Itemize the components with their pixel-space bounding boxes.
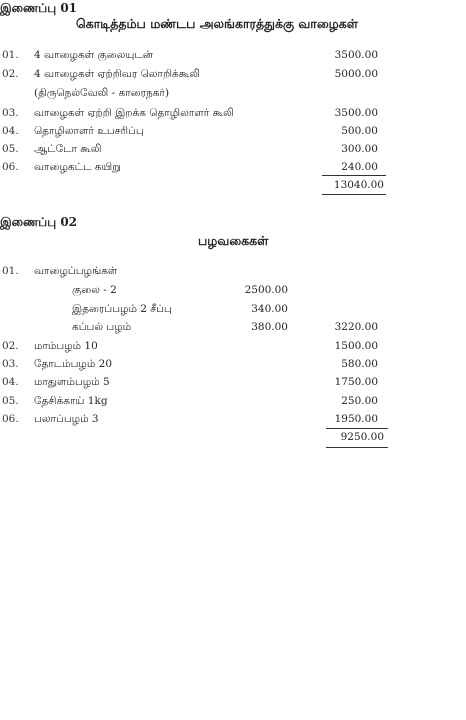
appendix2-item-desc: பலாப்பழம் 3 [34,413,99,425]
appendix2-item-desc: வாழைப்பழங்கள் [34,265,118,277]
appendix1-total: 13040.00 [333,179,384,191]
appendix1-item-desc: ஆட்டோ கூலி [34,143,102,155]
appendix1-item-desc: வாழைகட்ட கயிறு [34,161,121,173]
appendix1-item-amount: 500.00 [341,125,378,137]
appendix2-item-number: 06. [2,413,19,425]
appendix2-subitem-amount: 2500.00 [244,284,288,296]
appendix1-item-number: 03. [2,107,19,119]
appendix1-item-desc: வாழைகள் ஏற்றி இறக்க தொழிலாளர் கூலி [34,107,234,119]
appendix1-item-number: 02. [2,68,19,80]
appendix2-item-desc: மாதுளம்பழம் 5 [34,376,110,388]
appendix2-item-amount: 1750.00 [334,376,378,388]
appendix2-item-amount: 1950.00 [334,413,378,425]
appendix2-item-number: 01. [2,265,19,277]
appendix1-item-desc: 4 வாழைகள் ஏற்றிவர லொறிக்கூலி [34,68,200,80]
appendix2-item-amount: 3220.00 [334,321,378,333]
appendix2-subitem-amount: 340.00 [251,303,288,315]
appendix2-title: பழவகைகள் [198,233,269,248]
appendix2-total: 9250.00 [340,431,384,443]
appendix2-item-desc: தோடம்பழம் 20 [34,358,112,370]
appendix2-item-amount: 1500.00 [334,340,378,352]
appendix2-subitem-desc: குலை - 2 [72,284,117,296]
appendix1-item-number: 06. [2,161,19,173]
subtotal-rule [322,175,386,176]
total-rule [326,447,388,448]
appendix2-item-number: 03. [2,358,19,370]
appendix2-item-amount: 250.00 [341,395,378,407]
appendix2-item-number: 04. [2,376,19,388]
appendix2-subitem-amount: 380.00 [251,321,288,333]
appendix1-item-amount: 5000.00 [334,68,378,80]
appendix2-item-desc: மாம்பழம் 10 [34,340,98,352]
appendix2-item-number: 02. [2,340,19,352]
appendix1-item-desc-continued: (திருநெல்வேலி - காரைநகர்) [34,87,170,99]
appendix1-heading: இணைப்பு 01 [0,1,78,15]
appendix2-heading: இணைப்பு 02 [0,215,78,229]
appendix2-subitem-desc: கப்பல் பழம் [72,321,132,333]
appendix1-item-desc: 4 வாழைகள் குலையுடன் [34,49,153,61]
appendix1-item-number: 04. [2,125,19,137]
appendix2-item-number: 05. [2,395,19,407]
appendix1-item-number: 01. [2,49,19,61]
appendix1-item-desc: தொழிலாளர் உபசரிப்பு [34,125,144,137]
total-rule [322,194,386,195]
appendix1-title: கொடித்தம்ப மண்டப அலங்காரத்துக்கு வாழைகள் [76,16,358,31]
appendix1-item-amount: 240.00 [341,161,378,173]
appendix2-subitem-desc: இதரைப்பழம் 2 சீப்பு [72,303,172,315]
appendix1-item-amount: 3500.00 [334,107,378,119]
appendix1-item-amount: 300.00 [341,143,378,155]
appendix2-item-desc: தேசிக்காய் 1kg [34,395,108,407]
appendix1-item-number: 05. [2,143,19,155]
appendix1-item-amount: 3500.00 [334,49,378,61]
subtotal-rule [326,428,388,429]
appendix2-item-amount: 580.00 [341,358,378,370]
